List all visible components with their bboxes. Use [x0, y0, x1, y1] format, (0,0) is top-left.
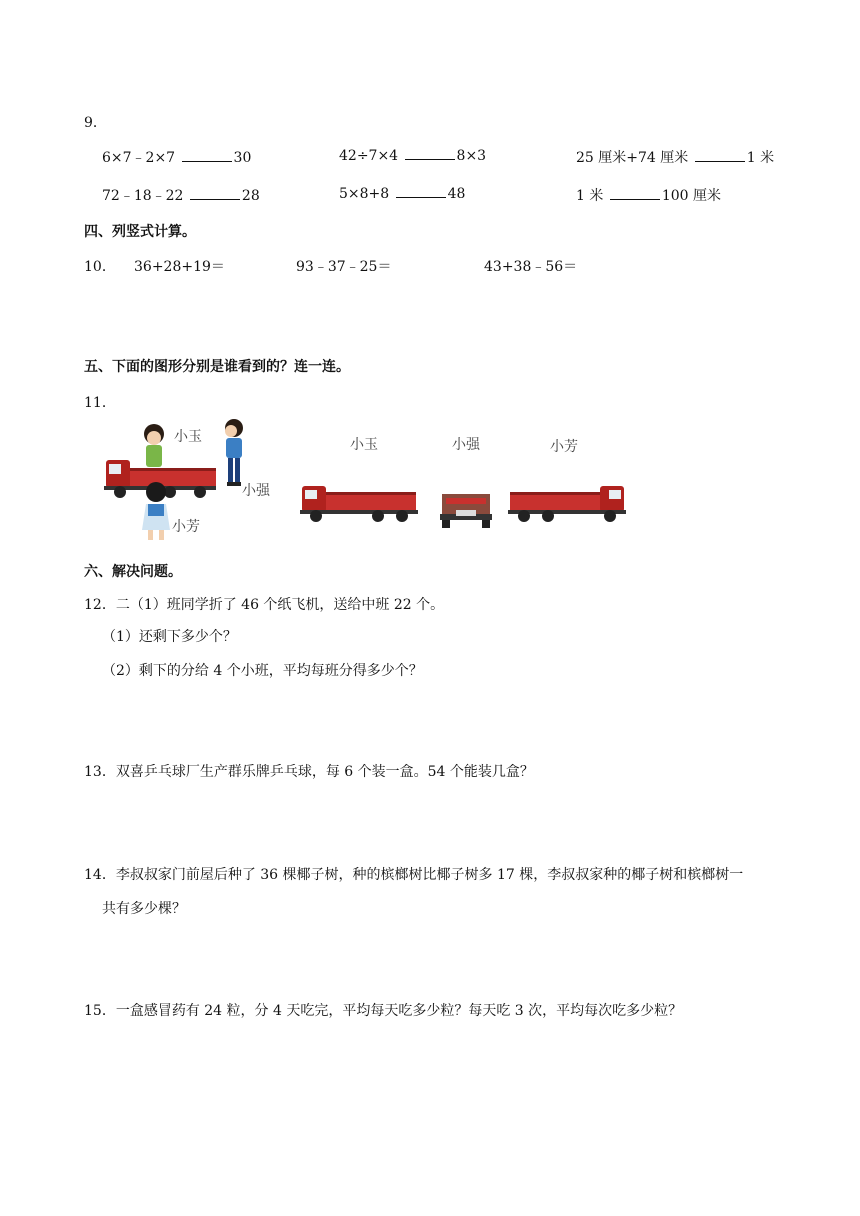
calculation-item: 43+38﹣56＝: [484, 259, 578, 275]
comparison-item: [339, 147, 486, 164]
answer-blank[interactable]: [610, 187, 660, 200]
name-label-yu: 小玉: [174, 429, 202, 445]
name-label-qiang: 小强: [242, 483, 270, 499]
truck-side-view-left: [300, 486, 418, 522]
question-number: 11．: [84, 395, 116, 411]
answer-blank[interactable]: [405, 147, 455, 160]
comparison-item: [102, 185, 260, 205]
word-problem: 15．一盒感冒药有 24 粒，分 4 天吃完，平均每天吃多少粒？每天吃 3 次，平均每次吃多少粒？: [84, 1003, 683, 1019]
comparison-right: 30: [233, 150, 252, 166]
comparison-item: [576, 147, 774, 167]
comparison-right: 1 米: [746, 150, 775, 166]
truck-side-view-right: [508, 486, 626, 522]
name-label-fang: 小芳: [172, 519, 200, 535]
truck-wheel: [114, 486, 126, 498]
child-body: [226, 438, 242, 458]
comparison-left: 72﹣18﹣22: [102, 188, 184, 204]
comparison-item: [102, 147, 251, 167]
comparison-left: 25 厘米+74 厘米: [576, 150, 689, 166]
option-label-yu[interactable]: 小玉: [350, 437, 378, 453]
calculation-item: 93﹣37﹣25＝: [296, 259, 392, 275]
comparison-left: 42÷7×4: [339, 148, 399, 164]
answer-blank[interactable]: [695, 149, 745, 162]
option-label-fang[interactable]: 小芳: [550, 439, 578, 455]
comparison-right: 28: [241, 188, 260, 204]
comparison-right: 48: [447, 186, 466, 202]
answer-blank[interactable]: [182, 149, 232, 162]
child-body: [146, 445, 162, 467]
comparison-right: 8×3: [456, 148, 487, 164]
comparison-left: 1 米: [576, 188, 604, 204]
question-number: 9．: [84, 115, 107, 131]
section-heading: 六、解决问题。: [84, 564, 182, 580]
truck-bed: [128, 470, 216, 488]
calculation-item: 36+28+19＝: [134, 259, 225, 275]
word-problem: 12．二（1）班同学折了 46 个纸飞机，送给中班 22 个。: [84, 597, 445, 613]
answer-blank[interactable]: [396, 185, 446, 198]
word-problem-continued: 共有多少棵？: [102, 901, 186, 917]
section-heading: 五、下面的图形分别是谁看到的？连一连。: [84, 359, 350, 375]
answer-blank[interactable]: [190, 187, 240, 200]
comparison-item: [339, 185, 465, 202]
sub-question: （2）剩下的分给 4 个小班，平均每班分得多少个？: [102, 663, 423, 679]
word-problem: 14．李叔叔家门前屋后种了 36 棵椰子树，种的槟榔树比椰子树多 17 棵，李叔叔家种的椰子树和槟榔树一: [84, 867, 744, 883]
word-problem: 13．双喜乒乓球厂生产群乐牌乒乓球，每 6 个装一盒。54 个能装几盒？: [84, 764, 534, 780]
option-label-qiang[interactable]: 小强: [452, 437, 480, 453]
comparison-item: [576, 185, 721, 205]
truck-front-view: [440, 494, 492, 528]
comparison-right: 100 厘米: [661, 188, 721, 204]
view-matching-figure: [100, 414, 626, 546]
comparison-left: 5×8+8: [339, 186, 390, 202]
comparison-left: 6×7﹣2×7: [102, 150, 176, 166]
child-head: [146, 482, 166, 502]
truck-wheel: [194, 486, 206, 498]
section-heading: 四、列竖式计算。: [84, 224, 196, 240]
question-number: 10．: [84, 259, 116, 275]
sub-question: （1）还剩下多少个？: [102, 629, 237, 645]
